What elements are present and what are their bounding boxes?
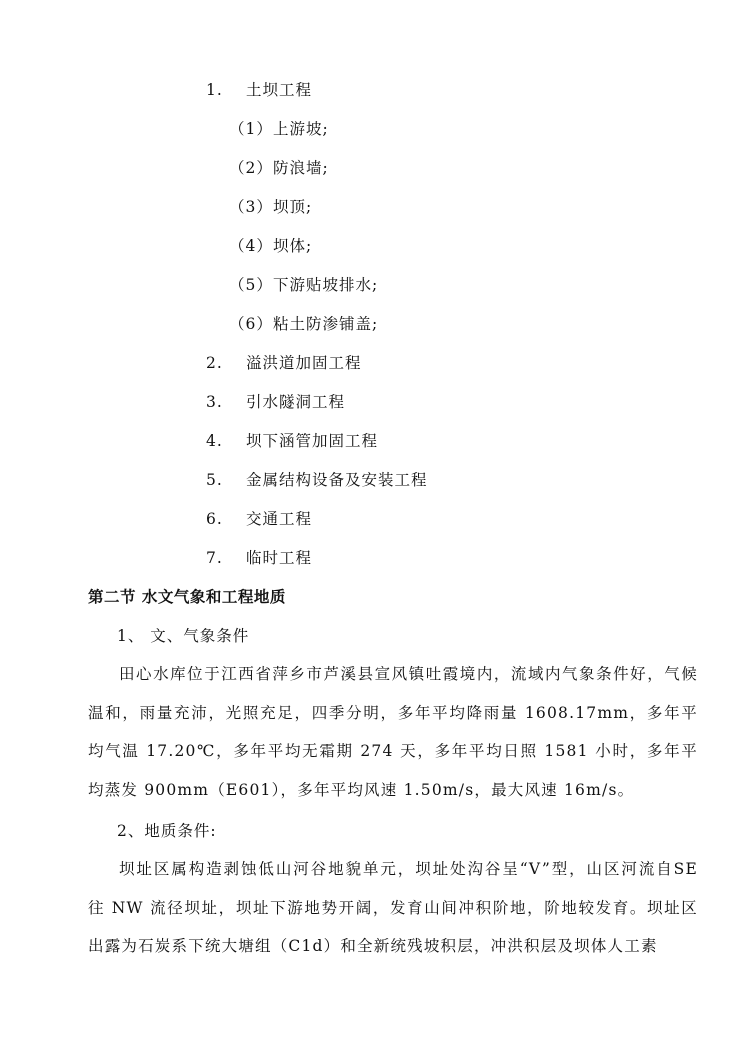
item-text: 下游贴坡排水;	[273, 276, 379, 294]
outline-item	[206, 352, 362, 374]
item-number: 1.	[206, 81, 223, 99]
paragraph: 坝址区属构造剥蚀低山河谷地貌单元，坝址处沟谷呈“V”型，山区河流自SE 往 NW 流径坝址，坝址下游地势开阔，发育山间冲积阶地，阶地较发育。坝址区出露为石炭系下统大塘组（C1d）和全新统残坡积层，冲洪积层及坝体人工素	[88, 860, 698, 955]
item-text: 坝体;	[273, 237, 313, 255]
outline-item	[206, 469, 428, 491]
item-number: （6）	[229, 315, 273, 333]
outline-item	[206, 430, 378, 452]
item-text: 溢洪道加固工程	[246, 354, 362, 372]
subsection-title: 2、地质条件:	[117, 822, 217, 840]
item-number: （3）	[229, 198, 273, 216]
item-number: 7.	[206, 549, 223, 567]
item-text: 临时工程	[246, 549, 313, 567]
item-number: （2）	[229, 159, 273, 177]
item-text: 交通工程	[246, 510, 313, 528]
outline-subitem	[229, 118, 329, 140]
outline-subitem	[229, 157, 329, 179]
outline-subitem	[229, 235, 312, 257]
item-number: 4.	[206, 432, 223, 450]
item-number: （5）	[229, 276, 273, 294]
item-number: 3.	[206, 393, 223, 411]
outline-item	[206, 547, 312, 569]
outline-item	[206, 79, 312, 101]
item-text: 土坝工程	[246, 81, 313, 99]
item-number: （1）	[229, 120, 273, 138]
outline-subitem	[229, 313, 378, 335]
subsection-title: 1、 文、气象条件	[117, 627, 250, 645]
item-text: 坝下涵管加固工程	[246, 432, 379, 450]
item-text: 金属结构设备及安装工程	[246, 471, 428, 489]
item-text: 粘土防渗铺盖;	[273, 315, 379, 333]
item-number: 2.	[206, 354, 223, 372]
item-text: 坝顶;	[273, 198, 313, 216]
item-number: （4）	[229, 237, 273, 255]
outline-subitem	[229, 274, 378, 296]
item-text: 上游坡;	[273, 120, 329, 138]
outline-item	[206, 391, 345, 413]
item-number: 6.	[206, 510, 223, 528]
paragraph: 田心水库位于江西省萍乡市芦溪县宣风镇吐霞境内，流域内气象条件好，气候温和，雨量充沛，光照充足，四季分明，多年平均降雨量 1608.17mm，多年平均气温 17.20℃，多年平均无霜期 274 天，多年平均日照 1581 小时，多年平均蒸发 900mm（E601），多年平均风速 1.50m/s，最大风速 16m/s。	[88, 665, 698, 799]
section-heading: 第二节 水文气象和工程地质	[88, 588, 286, 606]
item-text: 防浪墙;	[273, 159, 329, 177]
outline-item	[206, 508, 312, 530]
item-number: 5.	[206, 471, 223, 489]
outline-subitem	[229, 196, 312, 218]
item-text: 引水隧洞工程	[246, 393, 346, 411]
